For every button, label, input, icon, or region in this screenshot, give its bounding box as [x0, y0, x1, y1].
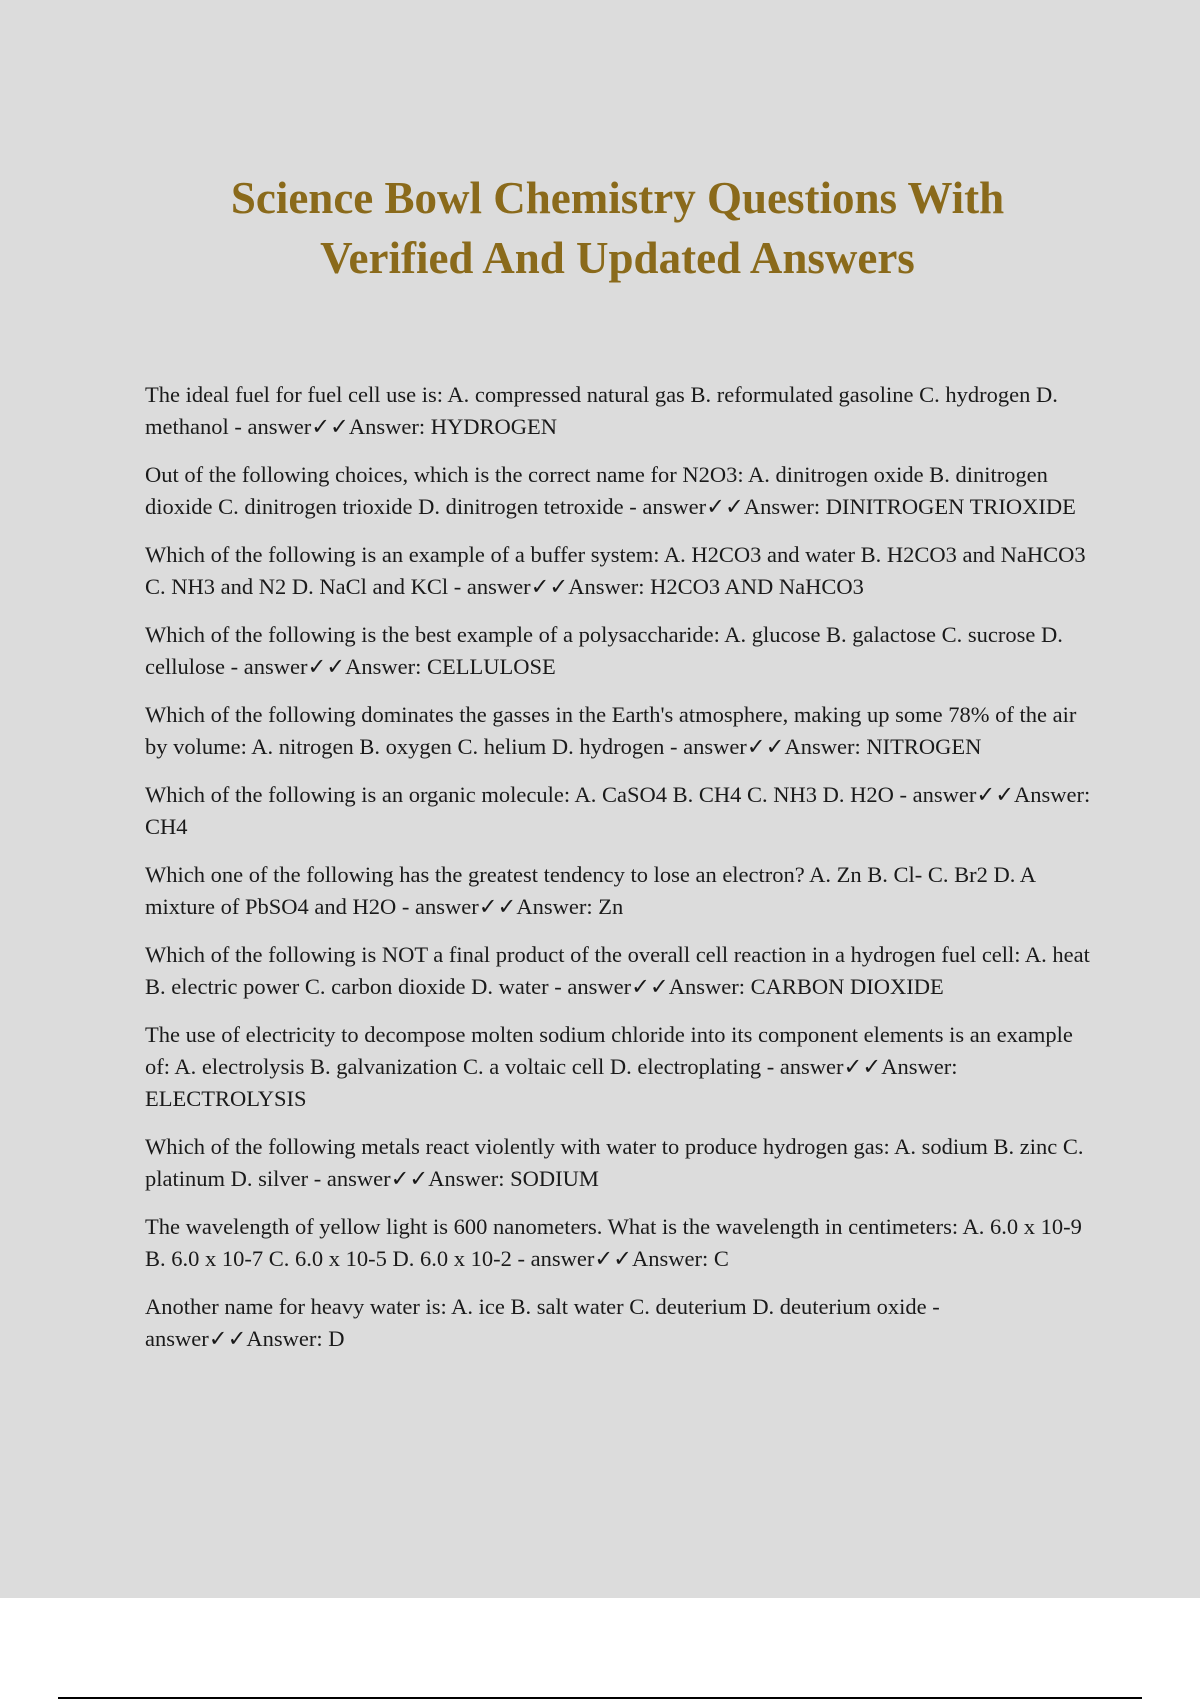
answer-marker: answer✓✓Answer: — [530, 1246, 709, 1271]
answer-marker: answer✓✓Answer: — [466, 574, 645, 599]
title-line-1: Science Bowl Chemistry Questions With — [230, 173, 1005, 223]
qa-item — [145, 459, 1095, 523]
answer-text: DINITROGEN TRIOXIDE — [825, 494, 1076, 519]
answer-text: D — [328, 1326, 345, 1351]
qa-item — [145, 1291, 1095, 1355]
qa-item — [145, 859, 1095, 923]
answer-marker: answer✓✓Answer: — [243, 654, 422, 679]
answer-text: ELECTROLYSIS — [145, 1086, 307, 1111]
answer-text: NITROGEN — [866, 734, 982, 759]
question-text: Which of the following metals react violently with water to produce hydrogen gas: A. sodium B. zinc C. platinum D. silver - — [145, 1134, 1084, 1191]
answer-marker: answer✓✓Answer: — [326, 1166, 505, 1191]
question-text: Which of the following is the best example of a polysaccharide: A. glucose B. galactose C. sucrose D. cellulose - — [145, 622, 1063, 679]
answer-marker: answer✓✓Answer: — [567, 974, 746, 999]
answer-text: CH4 — [145, 814, 188, 839]
question-text: Out of the following choices, which is the correct name for N2O3: A. dinitrogen oxide B. dinitrogen dioxide C. dinitrogen trioxide D. dinitrogen tetroxide - — [145, 462, 1048, 519]
question-text: Which of the following is an example of a buffer system: A. H2CO3 and water B. H2CO3 and NaHCO3 C. NH3 and N2 D. NaCl and KCl - — [145, 542, 1086, 599]
answer-text: CARBON DIOXIDE — [750, 974, 944, 999]
answer-marker: answer✓✓Answer: — [247, 414, 426, 439]
question-text: The ideal fuel for fuel cell use is: A. compressed natural gas B. reformulated gasoline C. hydrogen D. methanol - — [145, 382, 1058, 439]
question-answer-list — [145, 379, 1095, 1371]
qa-item — [145, 539, 1095, 603]
answer-text: HYDROGEN — [430, 414, 558, 439]
answer-text: CELLULOSE — [427, 654, 556, 679]
answer-text: SODIUM — [510, 1166, 599, 1191]
qa-item — [145, 1211, 1095, 1275]
question-text: Which one of the following has the greatest tendency to lose an electron? A. Zn B. Cl- C. Br2 D. A mixture of PbSO4 and H2O - — [145, 862, 1035, 919]
qa-item — [145, 619, 1095, 683]
answer-marker: answer✓✓Answer: — [912, 782, 1091, 807]
footer-divider — [58, 1697, 1142, 1699]
answer-text: H2CO3 AND NaHCO3 — [650, 574, 864, 599]
qa-item — [145, 699, 1095, 763]
question-text: Which of the following is NOT a final product of the overall cell reaction in a hydrogen fuel cell: A. heat B. electric power C. carbon dioxide D. water - — [145, 942, 1090, 999]
answer-marker: answer✓✓Answer: — [145, 1326, 323, 1351]
qa-item — [145, 1131, 1095, 1195]
title-line-2: Verified And Updated Answers — [320, 233, 915, 283]
answer-marker: answer✓✓Answer: — [642, 494, 821, 519]
question-text: The wavelength of yellow light is 600 nanometers. What is the wavelength in centimeters: A. 6.0 x 10-9 B. 6.0 x 10-7 C. 6.0 x 10-5 D. 6.0 x 10-2 - — [145, 1214, 1082, 1271]
answer-text: Zn — [598, 894, 624, 919]
question-text: The use of electricity to decompose molten sodium chloride into its component elements is an example of: A. electrolysis B. galvanization C. a voltaic cell D. electroplating - — [145, 1022, 1073, 1079]
qa-item — [145, 779, 1095, 843]
answer-marker: answer✓✓Answer: — [683, 734, 861, 759]
answer-marker: answer✓✓Answer: — [779, 1054, 958, 1079]
document-title — [0, 168, 1200, 288]
qa-item — [145, 1019, 1095, 1115]
question-text: Which of the following dominates the gasses in the Earth's atmosphere, making up some 78% of the air by volume: A. nitrogen B. oxygen C. helium D. hydrogen - — [145, 702, 1077, 759]
answer-text: C — [713, 1246, 729, 1271]
question-text: Another name for heavy water is: A. ice B. salt water C. deuterium D. deuterium oxide - — [145, 1294, 940, 1319]
answer-marker: answer✓✓Answer: — [414, 894, 593, 919]
qa-item — [145, 379, 1095, 443]
question-text: Which of the following is an organic molecule: A. CaSO4 B. CH4 C. NH3 D. H2O - — [145, 782, 913, 807]
qa-item — [145, 939, 1095, 1003]
